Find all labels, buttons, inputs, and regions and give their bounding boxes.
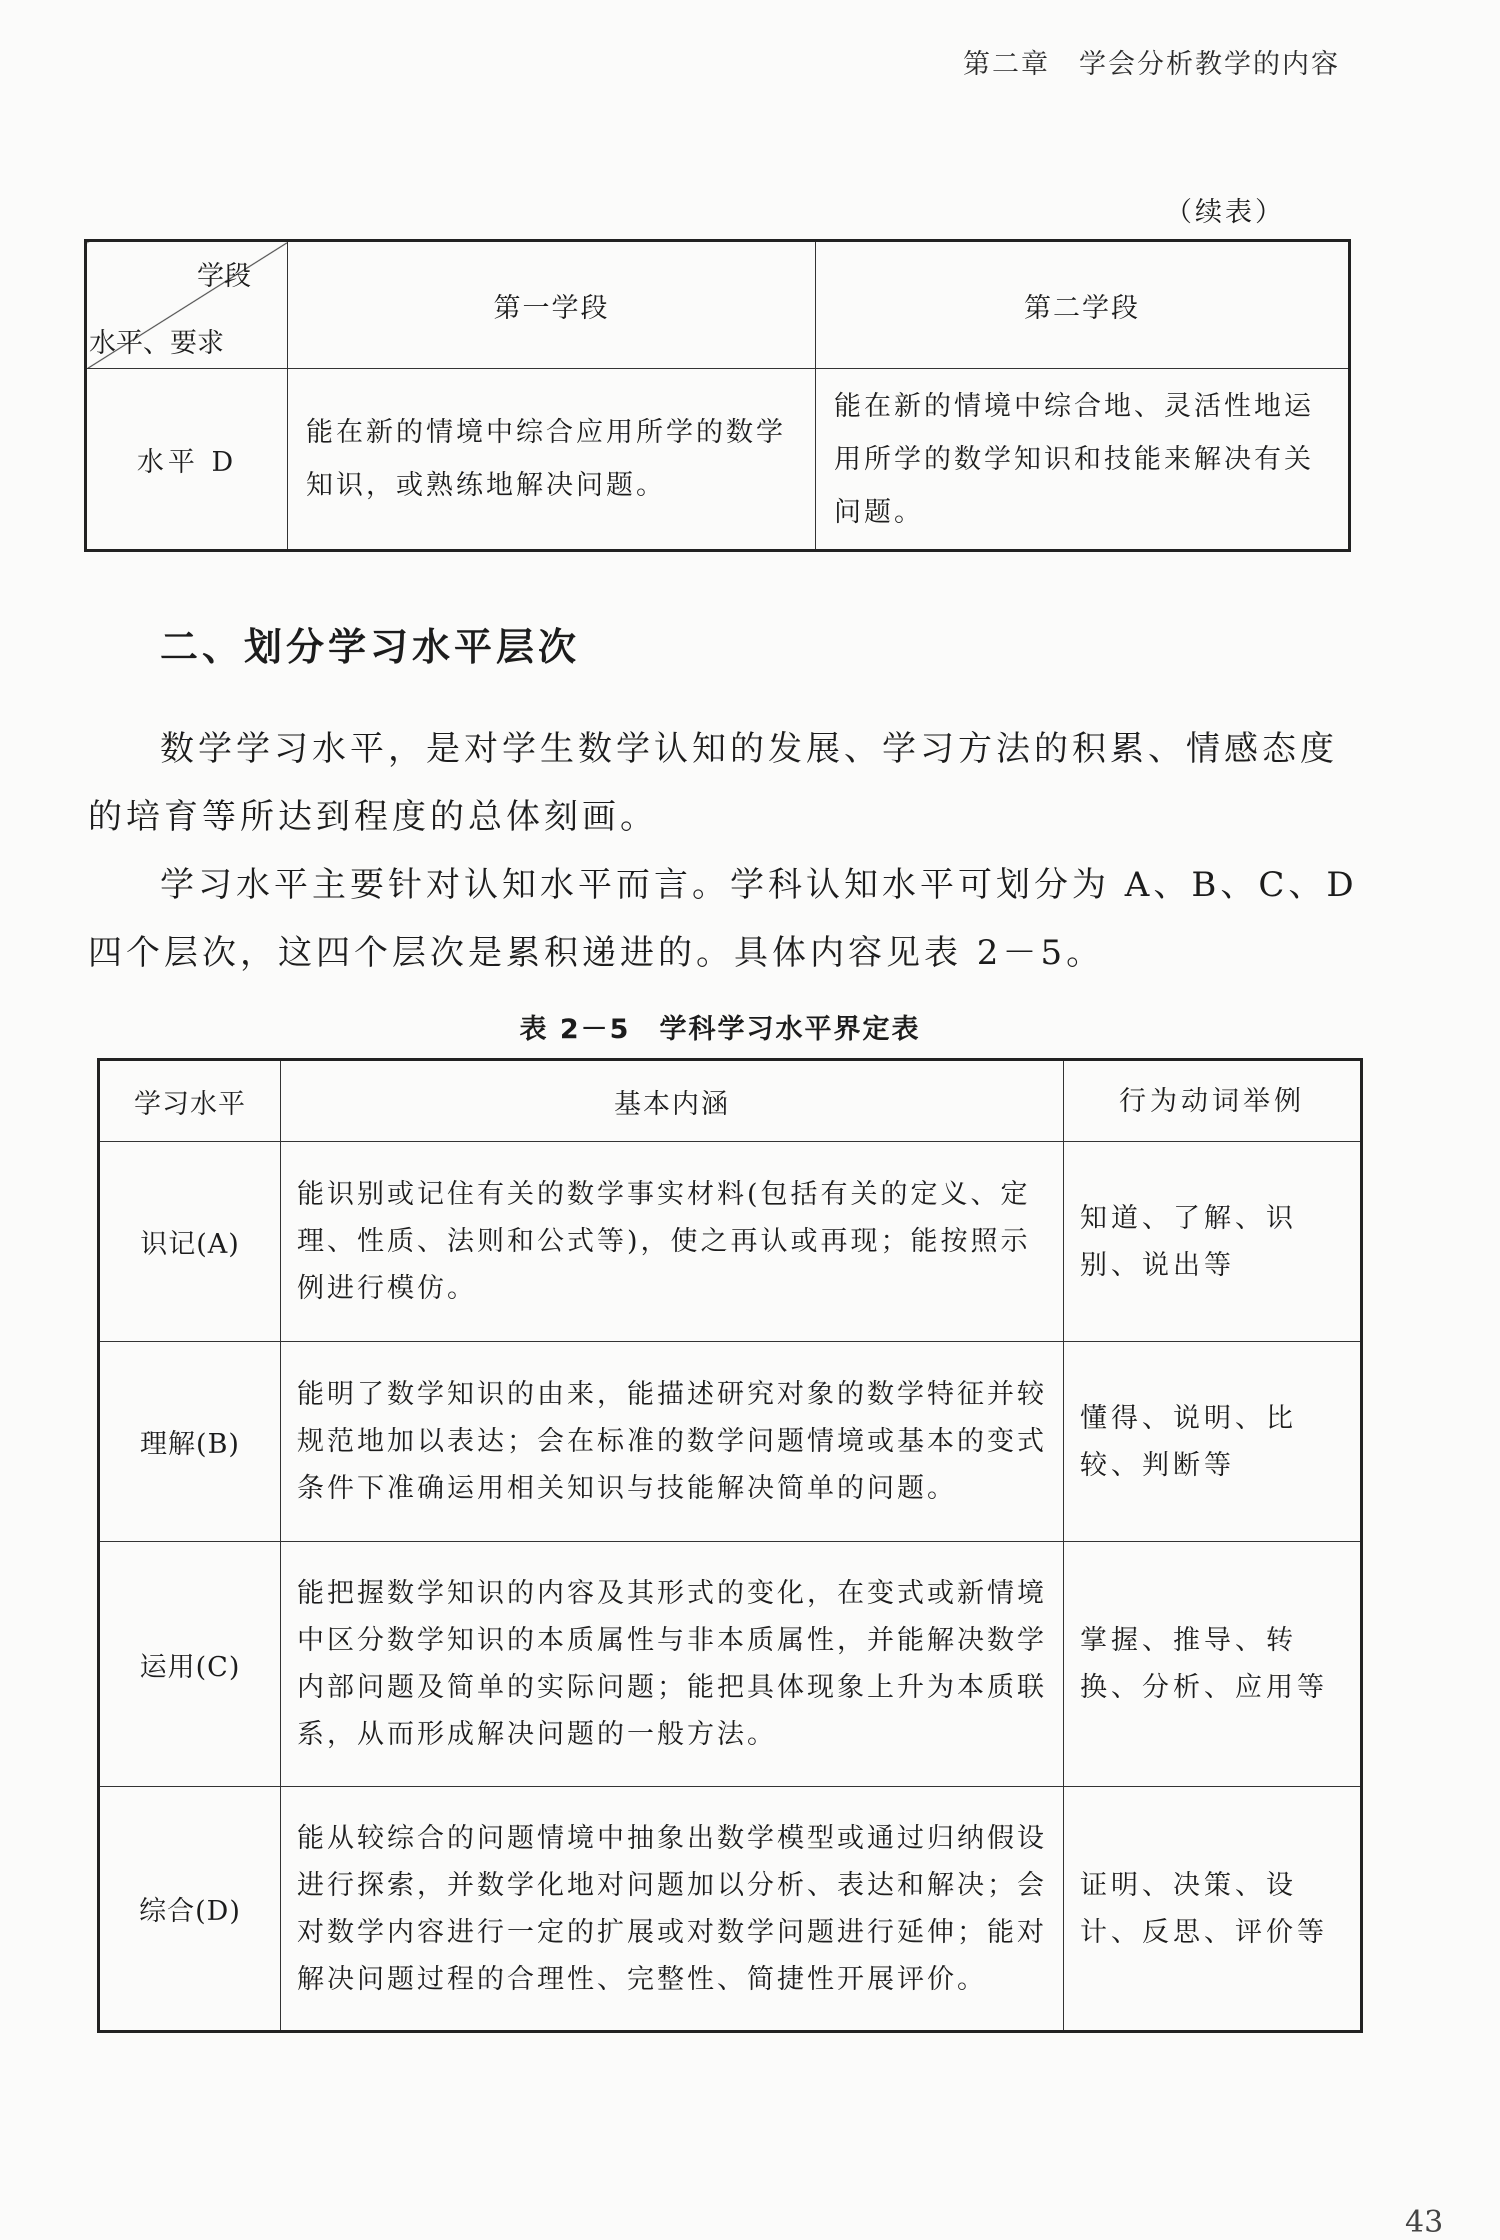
body-paragraph: 学习水平主要针对认知水平而言。学科认知水平可划分为 A、B、C、D 四个层次，这四个层次是累积递进的。具体内容见表 2－5。 <box>88 865 1358 973</box>
column-header: 第二学段 <box>816 241 1350 369</box>
level-cell: 识记(A) <box>99 1142 281 1342</box>
level-d-table <box>84 239 1351 552</box>
body-paragraph: 数学学习水平，是对学生数学认知的发展、学习方法的积累、情感态度的培育等所达到程度的总体刻画。 <box>88 729 1338 837</box>
column-header: 基本内涵 <box>281 1060 1064 1142</box>
level-cell: 运用(C) <box>99 1542 281 1787</box>
table-cell: 能在新的情境中综合地、灵活性地运用所学的数学知识和技能来解决有关问题。 <box>816 369 1350 551</box>
row-label: 水平 D <box>86 369 288 551</box>
column-header: 学习水平 <box>99 1060 281 1142</box>
corner-top-label: 学段 <box>197 261 251 292</box>
verbs-cell: 证明、决策、设计、反思、评价等 <box>1064 1787 1362 2032</box>
column-header: 第一学段 <box>288 241 816 369</box>
continued-note: （续表） <box>1165 197 1285 228</box>
section-heading: 二、划分学习水平层次 <box>160 625 581 669</box>
verbs-cell: 知道、了解、识别、说出等 <box>1064 1142 1362 1342</box>
content-cell: 能把握数学知识的内容及其形式的变化，在变式或新情境中区分数学知识的本质属性与非本质属性，并能解决数学内部问题及简单的实际问题；能把具体现象上升为本质联系，从而形成解决问题的一般方法。 <box>281 1542 1064 1787</box>
level-cell: 综合(D) <box>99 1787 281 2032</box>
level-cell: 理解(B) <box>99 1342 281 1542</box>
column-header: 行为动词举例 <box>1064 1060 1362 1142</box>
content-cell: 能从较综合的问题情境中抽象出数学模型或通过归纳假设进行探索，并数学化地对问题加以分析、表达和解决；会对数学内容进行一定的扩展或对数学问题进行延伸；能对解决问题过程的合理性、完整性、简捷性开展评价。 <box>281 1787 1064 2032</box>
table-cell: 能在新的情境中综合应用所学的数学知识，或熟练地解决问题。 <box>288 369 816 551</box>
verbs-cell: 掌握、推导、转换、分析、应用等 <box>1064 1542 1362 1787</box>
page-number: 43 <box>1405 2205 1444 2240</box>
learning-level-table <box>97 1058 1363 2033</box>
table-row <box>99 1787 1362 2032</box>
verbs-cell: 懂得、说明、比较、判断等 <box>1064 1342 1362 1542</box>
table-caption: 表 2－5 学科学习水平界定表 <box>519 1014 921 1045</box>
content-cell: 能识别或记住有关的数学事实材料(包括有关的定义、定理、性质、法则和公式等)，使之再认或再现；能按照示例进行模仿。 <box>281 1142 1064 1342</box>
table-corner-cell <box>86 241 288 369</box>
table-row <box>99 1142 1362 1342</box>
content-cell: 能明了数学知识的由来，能描述研究对象的数学特征并较规范地加以表达；会在标准的数学问题情境或基本的变式条件下准确运用相关知识与技能解决简单的问题。 <box>281 1342 1064 1542</box>
corner-bottom-label: 水平、要求 <box>89 328 224 359</box>
table-row <box>99 1542 1362 1787</box>
table-row <box>99 1342 1362 1542</box>
table-header-row <box>99 1060 1362 1142</box>
running-head: 第二章 学会分析教学的内容 <box>963 49 1340 80</box>
